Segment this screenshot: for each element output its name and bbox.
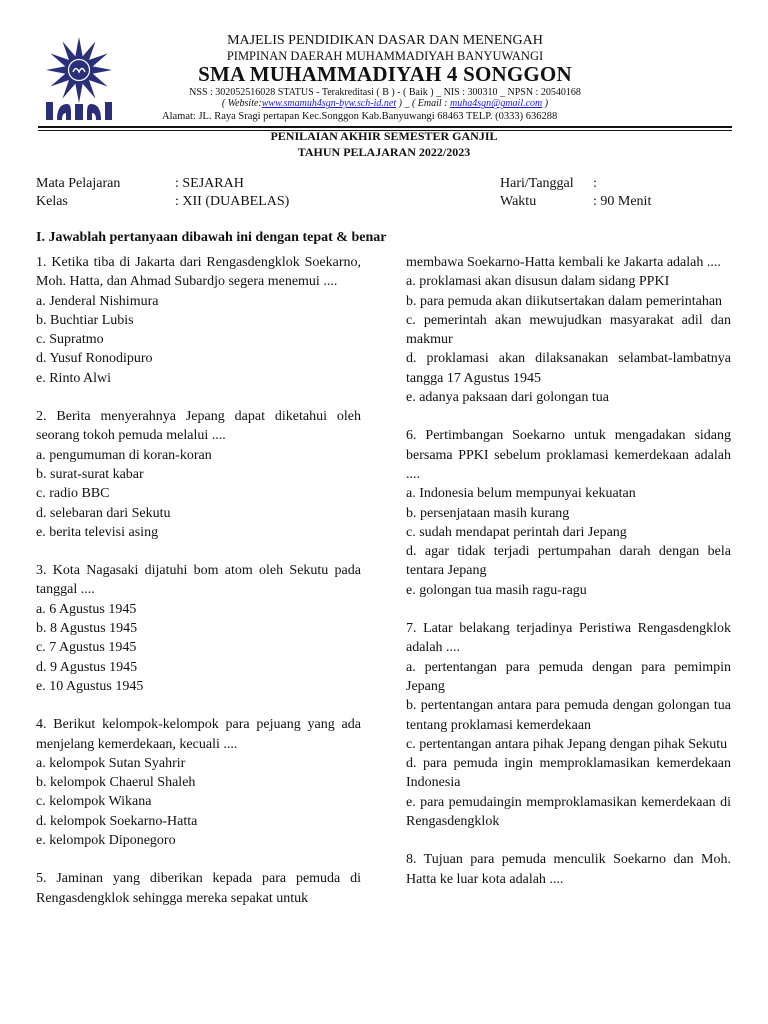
question-stem: 1. Ketika tiba di Jakarta dari Rengasdengklok Soekarno, Moh. Hatta, dan Ahmad Subardjo segera menemui .... — [36, 255, 361, 290]
question-5-start — [36, 869, 361, 908]
option-a: a. Jenderal Nishimura — [36, 293, 159, 309]
option-c: c. pertentangan antara pihak Jepang dengan pihak Sekutu — [406, 736, 728, 752]
option-c: c. sudah mendapat perintah dari Jepang — [406, 524, 627, 540]
question-stem: 3. Kota Nagasaki dijatuhi bom atom oleh Sekutu pada tanggal .... — [36, 563, 361, 598]
questions-right-column — [406, 253, 731, 908]
school-name: SMA MUHAMMADIYAH 4 SONGGON — [198, 61, 572, 86]
question-stem: membawa Soekarno-Hatta kembali ke Jakarta adalah .... — [406, 255, 721, 270]
option-c: c. Supratmo — [36, 332, 104, 348]
email-link[interactable]: muha4sgn@gmail.com — [450, 98, 543, 110]
question-stem: 2. Berita menyerahnya Jepang dapat diketahui oleh seorang tokoh pemuda melalui .... — [36, 409, 361, 444]
email-close: ) — [544, 98, 549, 110]
option-d: d. para pemuda ingin memproklamasikan kemerdekaan Indonesia — [406, 756, 731, 791]
question-7 — [406, 619, 731, 831]
website-link[interactable]: www.smamuh4sgn-byw.sch-id.net — [261, 98, 397, 110]
option-e: e. golongan tua masih ragu-ragu — [406, 582, 587, 598]
questions-left-column — [36, 253, 361, 927]
school-header — [120, 33, 650, 110]
question-stem: 5. Jaminan yang diberikan kepada para pemuda di Rengasdengklok sehingga mereka sepakat untuk — [36, 871, 361, 906]
contact-line — [120, 98, 650, 109]
header-line-1: MAJELIS PENDIDIKAN DASAR DAN MENENGAH — [227, 33, 543, 48]
option-c: c. 7 Agustus 1945 — [36, 640, 137, 656]
option-a: a. Indonesia belum mempunyai kekuatan — [406, 486, 636, 502]
option-d: d. kelompok Soekarno-Hatta — [36, 813, 198, 829]
time-label: Waktu — [500, 194, 537, 209]
muhammadiyah-logo-icon — [42, 34, 116, 124]
section-instruction: I. Jawablah pertanyaan dibawah ini dengan tepat & benar — [36, 230, 387, 245]
question-2 — [36, 407, 361, 542]
option-e: e. 10 Agustus 1945 — [36, 678, 144, 694]
question-8 — [406, 850, 731, 889]
option-b: b. pertentangan antara para pemuda dengan golongan tua tentang proklamasi kemerdekaan — [406, 698, 731, 733]
option-c: c. pemerintah akan mewujudkan masyarakat adil dan makmur — [406, 312, 731, 348]
option-e: e. para pemudaingin memproklamasikan kemerdekaan di Rengasdengklok — [406, 794, 731, 830]
website-label: ( Website: — [221, 98, 262, 110]
option-a: a. pengumuman di koran-koran — [36, 447, 212, 463]
option-a: a. kelompok Sutan Syahrir — [36, 755, 186, 771]
class-label: Kelas — [36, 194, 68, 209]
question-stem: 8. Tujuan para pemuda menculik Soekarno dan Moh. Hatta ke luar kota adalah .... — [406, 852, 731, 887]
header-line-2: PIMPINAN DAERAH MUHAMMADIYAH BANYUWANGI — [226, 48, 544, 63]
option-d: d. 9 Agustus 1945 — [36, 659, 138, 675]
option-e: e. adanya paksaan dari golongan tua — [406, 390, 609, 406]
day-label: Hari/Tanggal — [500, 176, 574, 191]
email-label: ) _ ( Email : — [398, 98, 448, 110]
question-6 — [406, 426, 731, 600]
question-1 — [36, 253, 361, 388]
option-b: b. surat-surat kabar — [36, 466, 144, 482]
option-b: b. para pemuda akan diikutsertakan dalam pemerintahan — [406, 293, 723, 309]
subject-value: : SEJARAH — [175, 176, 244, 191]
option-b: b. Buchtiar Lubis — [36, 312, 134, 328]
subject-label: Mata Pelajaran — [36, 176, 121, 191]
option-d: d. Yusuf Ronodipuro — [36, 351, 153, 367]
option-e: e. kelompok Diponegoro — [36, 833, 176, 849]
option-d: d. agar tidak terjadi pertumpahan darah dengan bela tentara Jepang — [406, 544, 731, 579]
day-value: : — [593, 176, 597, 191]
question-stem: 7. Latar belakang terjadinya Peristiwa Rengasdengklok adalah .... — [406, 621, 731, 656]
option-a: a. 6 Agustus 1945 — [36, 601, 137, 617]
option-e: e. berita televisi asing — [36, 524, 159, 540]
header-divider-thick — [38, 126, 732, 128]
question-4 — [36, 715, 361, 850]
option-d: d. proklamasi akan dilaksanakan selambat-lambatnya tangga 17 Agustus 1945 — [406, 351, 731, 386]
option-a: a. proklamasi akan disusun dalam sidang PPKI — [406, 274, 670, 290]
school-address: Alamat: JL. Raya Sragi pertapan Kec.Songgon Kab.Banyuwangi 68463 TELP. (0333) 636288 — [162, 111, 558, 122]
option-b: b. 8 Agustus 1945 — [36, 621, 138, 637]
option-a: a. pertentangan para pemuda dengan para pemimpin Jepang — [406, 659, 731, 694]
school-ids: NSS : 302052516028 STATUS - Terakreditasi ( B ) - ( Baik ) _ NIS : 300310 _ NPSN : 20540168 — [189, 87, 581, 99]
option-e: e. Rinto Alwi — [36, 370, 112, 386]
exam-year: TAHUN PELAJARAN 2022/2023 — [297, 145, 471, 159]
question-stem: 6. Pertimbangan Soekarno untuk mengadakan sidang bersama PPKI sebelum proklamasi kemerdekaan adalah .... — [406, 428, 731, 482]
option-d: d. selebaran dari Sekutu — [36, 505, 171, 521]
class-value: : XII (DUABELAS) — [175, 194, 290, 209]
option-b: b. kelompok Chaerul Shaleh — [36, 775, 196, 791]
question-5-continued — [406, 253, 731, 407]
exam-title: PENILAIAN AKHIR SEMESTER GANJIL — [270, 129, 498, 143]
question-3 — [36, 561, 361, 696]
option-c: c. radio BBC — [36, 486, 110, 502]
time-value: : 90 Menit — [593, 194, 652, 209]
question-stem: 4. Berikut kelompok-kelompok para pejuang yang ada menjelang kemerdekaan, kecuali .... — [36, 717, 361, 752]
option-b: b. persenjataan masih kurang — [406, 505, 570, 521]
option-c: c. kelompok Wikana — [36, 794, 152, 810]
